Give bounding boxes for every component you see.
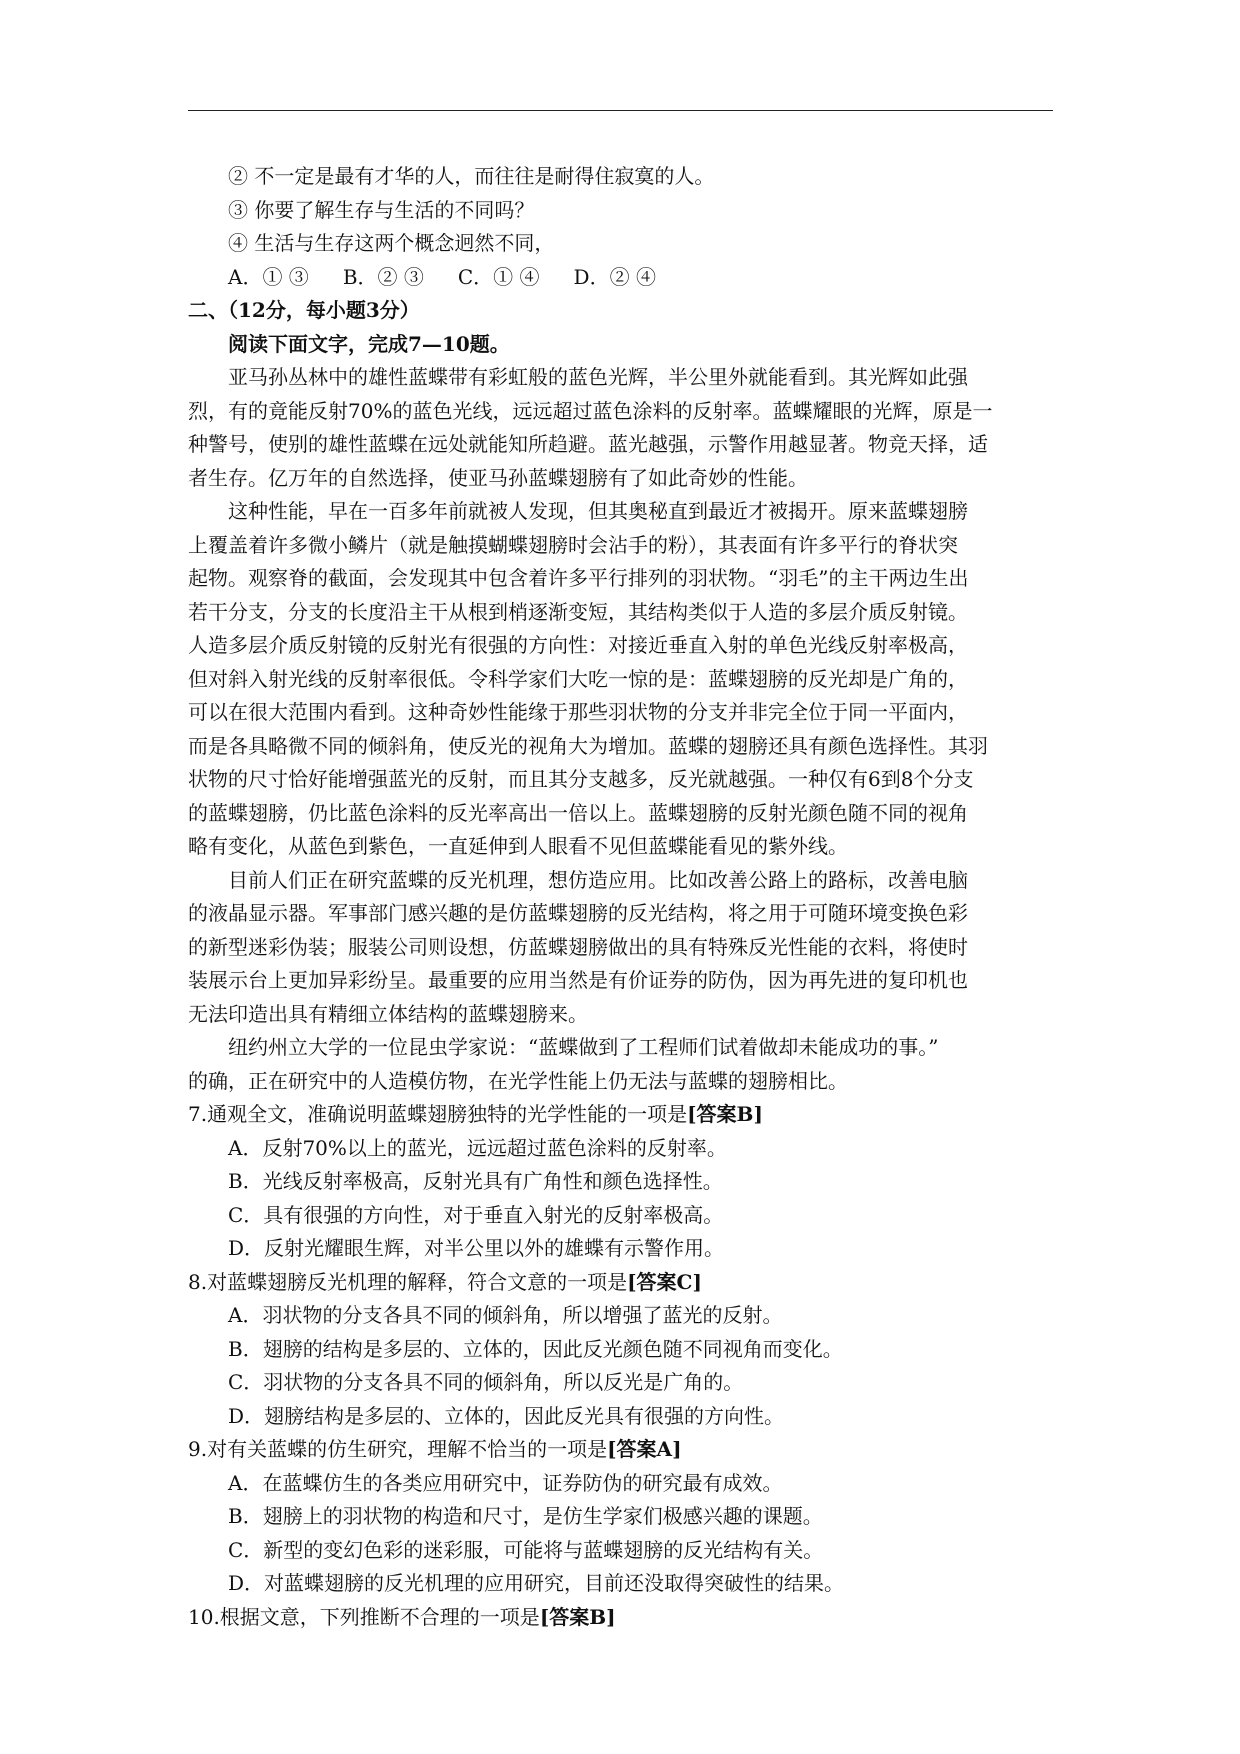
passage-line: 烈，有的竟能反射70%的蓝色光线，远远超过蓝色涂料的反射率。蓝蝶耀眼的光辉，原是一 [188,398,993,423]
passage-line: 起物。观察脊的截面，会发现其中包含着许多平行排列的羽状物。“羽毛”的主干两边生出 [188,566,969,590]
item-3: ③ 你要了解生存与生活的不同吗？ [228,197,535,222]
choice-d: D．② ④ [573,264,656,289]
option-c: C．羽状物的分支各具不同的倾斜角，所以反光是广角的。 [228,1370,744,1394]
question-10-stem [188,1601,1058,1635]
passage-line: 目前人们正在研究蓝蝶的反光机理，想仿造应用。比如改善公路上的路标，改善电脑 [228,867,968,892]
passage-line: 的确，正在研究中的人造模仿物，在光学性能上仍无法与蓝蝶的翅膀相比。 [188,1068,848,1093]
question-text: 9.对有关蓝蝶的仿生研究，理解不恰当的一项是 [188,1437,608,1461]
option-c: C．新型的变幻色彩的迷彩服，可能将与蓝蝶翅膀的反光结构有关。 [228,1537,824,1562]
question-text: 10.根据文意，下列推断不合理的一项是 [188,1604,540,1629]
passage-line: 人造多层介质反射镜的反射光有很强的方向性：对接近垂直入射的单色光线反射率极高， [188,633,968,657]
passage-line: 状物的尺寸恰好能增强蓝光的反射，而且其分支越多，反光就越强。一种仅有6到8个分支 [188,767,974,791]
passage-line: 亚马孙丛林中的雄性蓝蝶带有彩虹般的蓝色光辉，半公里外就能看到。其光辉如此强 [228,365,968,389]
option-b: B．光线反射率极高，反射光具有广角性和颜色选择性。 [228,1169,723,1193]
option-a: A．羽状物的分支各具不同的倾斜角，所以增强了蓝光的反射。 [228,1303,783,1327]
option-b: B．翅膀上的羽状物的构造和尺寸，是仿生学家们极感兴趣的课题。 [228,1504,823,1528]
option-c: C．具有很强的方向性，对于垂直入射光的反射率极高。 [228,1202,724,1227]
passage-line: 的蓝蝶翅膀，仍比蓝色涂料的反光率高出一倍以上。蓝蝶翅膀的反射光颜色随不同的视角 [188,800,968,825]
option-d: D．对蓝蝶翅膀的反光机理的应用研究，目前还没取得突破性的结果。 [228,1571,845,1595]
passage-line: 但对斜入射光线的反射率很低。令科学家们大吃一惊的是：蓝蝶翅膀的反光却是广角的， [188,666,968,691]
answer-key: [答案B] [687,1102,763,1126]
document-body [188,160,1058,1634]
answer-choices [188,261,1058,295]
passage-line: 上覆盖着许多微小鳞片（就是触摸蝴蝶翅膀时会沾手的粉），其表面有许多平行的脊状突 [188,532,958,557]
option-a: A．在蓝蝶仿生的各类应用研究中，证券防伪的研究最有成效。 [228,1470,783,1495]
question-9-stem [188,1433,1058,1467]
passage-line: 的液晶显示器。军事部门感兴趣的是仿蓝蝶翅膀的反光结构，将之用于可随环境变换色彩 [188,901,968,925]
choice-c: C．① ④ [457,264,540,289]
section-heading: 二、（12分，每小题3分） [188,298,420,322]
passage-line: 若干分支，分支的长度沿主干从根到梢逐渐变短，其结构类似于人造的多层介质反射镜。 [188,599,968,624]
question-text: 8.对蓝蝶翅膀反光机理的解释，符合文意的一项是 [188,1269,628,1294]
question-text: 7.通观全文，准确说明蓝蝶翅膀独特的光学性能的一项是 [188,1102,688,1126]
reading-instruction: 阅读下面文字，完成7—10题。 [228,331,510,356]
passage-line: 的新型迷彩伪装；服装公司则设想，仿蓝蝶翅膀做出的具有特殊反光性能的衣料，将使时 [188,934,968,959]
option-b: B．翅膀的结构是多层的、立体的，因此反光颜色随不同视角而变化。 [228,1336,843,1361]
passage-line: 装展示台上更加异彩纷呈。最重要的应用当然是有价证券的防伪，因为再先进的复印机也 [188,968,968,992]
option-a: A．反射70%以上的蓝光，远远超过蓝色涂料的反射率。 [228,1135,727,1160]
question-7-stem [188,1098,1058,1132]
choice-a: A．① ③ [228,264,309,289]
answer-key: [答案B] [539,1604,616,1629]
option-d: D．反射光耀眼生辉，对半公里以外的雄蝶有示警作用。 [228,1236,725,1260]
header-rule [188,110,1053,111]
passage-line: 而是各具略微不同的倾斜角，使反光的视角大为增加。蓝蝶的翅膀还具有颜色选择性。其羽 [188,733,988,758]
option-d: D．翅膀结构是多层的、立体的，因此反光具有很强的方向性。 [228,1403,785,1428]
passage-line: 这种性能，早在一百多年前就被人发现，但其奥秘直到最近才被揭开。原来蓝蝶翅膀 [228,499,968,523]
passage-line: 纽约州立大学的一位昆虫学家说：“蓝蝶做到了工程师们试着做却未能成功的事。” [228,1035,939,1059]
answer-key: [答案C] [627,1269,702,1294]
item-4: ④ 生活与生存这两个概念迥然不同， [228,231,555,255]
choice-b: B．② ③ [342,264,424,289]
passage-line: 无法印造出具有精细立体结构的蓝蝶翅膀来。 [188,1001,588,1026]
answer-key: [答案A] [607,1437,682,1461]
passage-line: 可以在很大范围内看到。这种奇妙性能缘于那些羽状物的分支并非完全位于同一平面内， [188,700,968,724]
item-2: ② 不一定是最有才华的人，而往往是耐得住寂寞的人。 [228,164,715,188]
passage-line: 种警号，使别的雄性蓝蝶在远处就能知所趋避。蓝光越强，示警作用越显著。物竞天择，适 [188,432,988,456]
passage-line: 者生存。亿万年的自然选择，使亚马孙蓝蝶翅膀有了如此奇妙的性能。 [188,465,808,490]
passage-line: 略有变化，从蓝色到紫色，一直延伸到人眼看不见但蓝蝶能看见的紫外线。 [188,834,848,858]
question-8-stem [188,1266,1058,1300]
